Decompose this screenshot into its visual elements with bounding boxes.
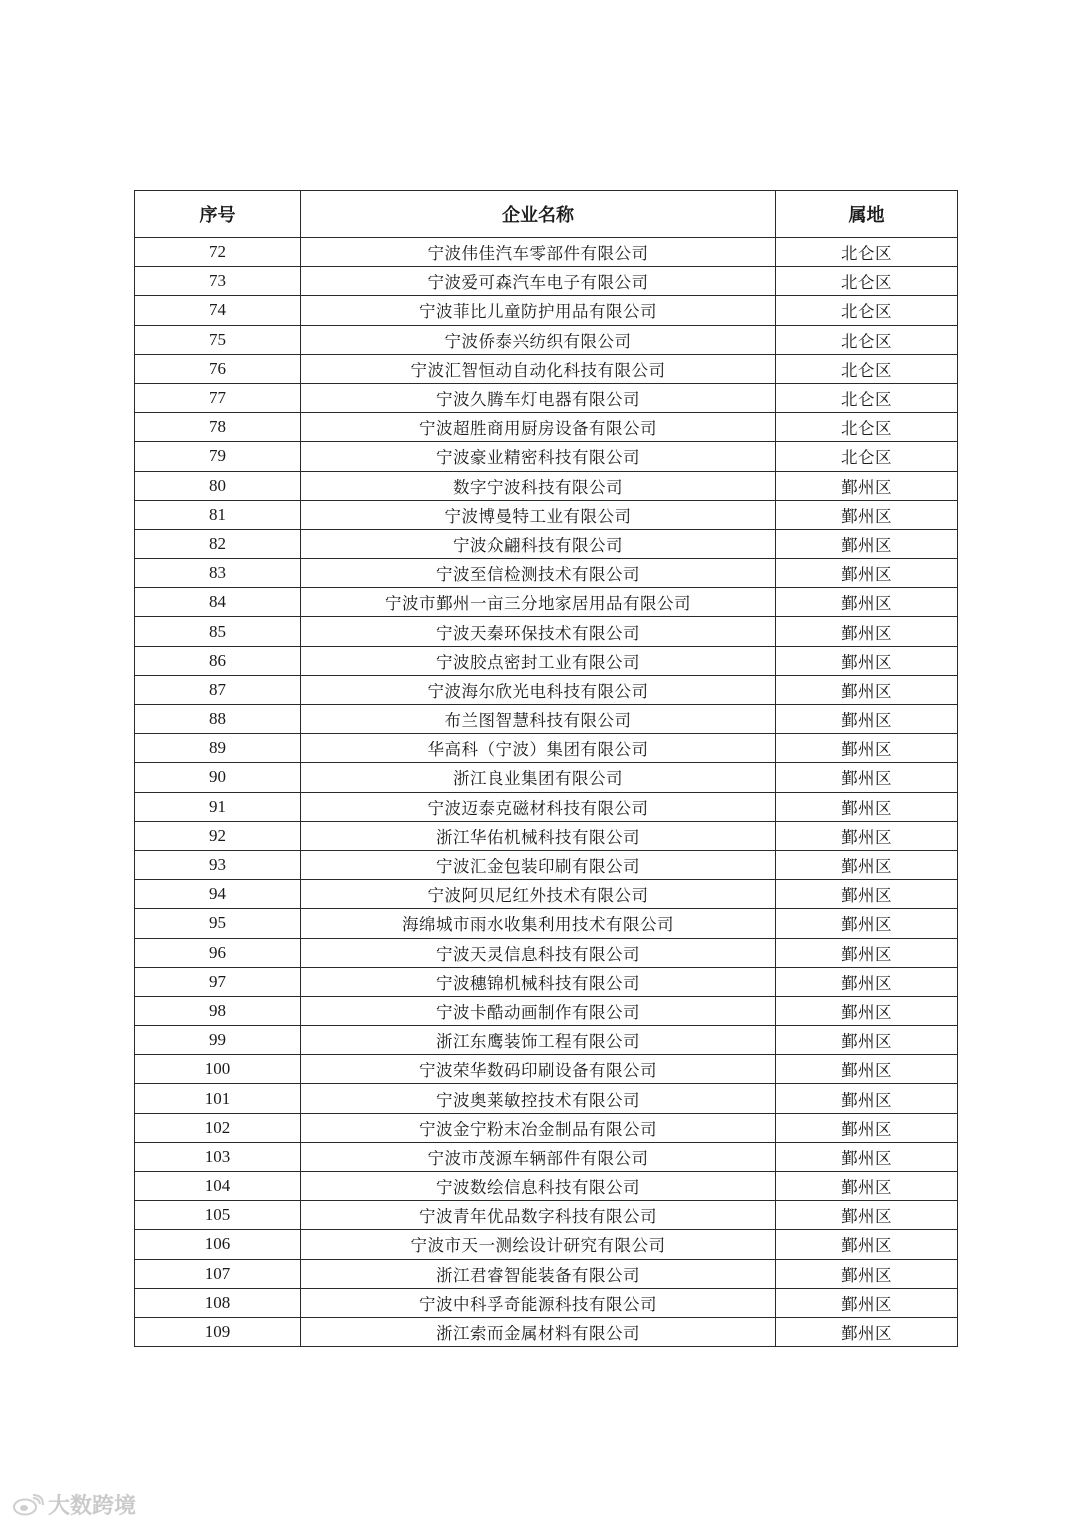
district-cell: 鄞州区 [776, 675, 958, 704]
table-row [135, 267, 958, 296]
company-name-cell: 宁波穗锦机械科技有限公司 [301, 967, 776, 996]
district-cell: 鄞州区 [776, 821, 958, 850]
row-index-cell: 100 [135, 1055, 301, 1084]
row-index-cell: 88 [135, 705, 301, 734]
row-index-cell: 95 [135, 909, 301, 938]
column-header-district: 属地 [776, 191, 958, 238]
district-cell: 鄞州区 [776, 559, 958, 588]
table-row [135, 442, 958, 471]
row-index-cell: 83 [135, 559, 301, 588]
table-row [135, 1201, 958, 1230]
table-row [135, 529, 958, 558]
company-name-cell: 宁波青年优品数字科技有限公司 [301, 1201, 776, 1230]
enterprise-table [134, 190, 958, 1347]
district-cell: 北仑区 [776, 325, 958, 354]
district-cell: 鄞州区 [776, 1288, 958, 1317]
district-cell: 鄞州区 [776, 1317, 958, 1346]
row-index-cell: 86 [135, 646, 301, 675]
row-index-cell: 94 [135, 880, 301, 909]
row-index-cell: 78 [135, 413, 301, 442]
district-cell: 鄞州区 [776, 763, 958, 792]
row-index-cell: 101 [135, 1084, 301, 1113]
company-name-cell: 宁波荣华数码印刷设备有限公司 [301, 1055, 776, 1084]
company-name-cell: 浙江华佑机械科技有限公司 [301, 821, 776, 850]
company-name-cell: 宁波市鄞州一亩三分地家居用品有限公司 [301, 588, 776, 617]
row-index-cell: 105 [135, 1201, 301, 1230]
table-row [135, 1113, 958, 1142]
row-index-cell: 102 [135, 1113, 301, 1142]
column-header-company: 企业名称 [301, 191, 776, 238]
district-cell: 鄞州区 [776, 792, 958, 821]
company-name-cell: 宁波天秦环保技术有限公司 [301, 617, 776, 646]
watermark [12, 1489, 136, 1520]
company-name-cell: 宁波汇金包装印刷有限公司 [301, 850, 776, 879]
table-row [135, 471, 958, 500]
table-row [135, 763, 958, 792]
district-cell: 北仑区 [776, 354, 958, 383]
district-cell: 鄞州区 [776, 1026, 958, 1055]
company-name-cell: 浙江东鹰装饰工程有限公司 [301, 1026, 776, 1055]
company-name-cell: 布兰图智慧科技有限公司 [301, 705, 776, 734]
table-row [135, 1142, 958, 1171]
table-row [135, 1259, 958, 1288]
row-index-cell: 98 [135, 996, 301, 1025]
company-name-cell: 宁波天灵信息科技有限公司 [301, 938, 776, 967]
company-name-cell: 数字宁波科技有限公司 [301, 471, 776, 500]
company-name-cell: 宁波汇智恒动自动化科技有限公司 [301, 354, 776, 383]
table-row [135, 675, 958, 704]
table-row [135, 821, 958, 850]
district-cell: 北仑区 [776, 413, 958, 442]
row-index-cell: 96 [135, 938, 301, 967]
table-row [135, 705, 958, 734]
table-row [135, 1172, 958, 1201]
district-cell: 鄞州区 [776, 850, 958, 879]
district-cell: 鄞州区 [776, 1172, 958, 1201]
table-row [135, 617, 958, 646]
row-index-cell: 91 [135, 792, 301, 821]
company-name-cell: 宁波胶点密封工业有限公司 [301, 646, 776, 675]
district-cell: 鄞州区 [776, 880, 958, 909]
district-cell: 鄞州区 [776, 1201, 958, 1230]
row-index-cell: 87 [135, 675, 301, 704]
district-cell: 鄞州区 [776, 996, 958, 1025]
company-name-cell: 宁波伟佳汽车零部件有限公司 [301, 238, 776, 267]
table-row [135, 383, 958, 412]
table-row [135, 938, 958, 967]
district-cell: 鄞州区 [776, 1142, 958, 1171]
row-index-cell: 79 [135, 442, 301, 471]
row-index-cell: 93 [135, 850, 301, 879]
table-row [135, 880, 958, 909]
district-cell: 鄞州区 [776, 1230, 958, 1259]
table-row [135, 500, 958, 529]
district-cell: 鄞州区 [776, 909, 958, 938]
table-row [135, 1026, 958, 1055]
company-name-cell: 宁波海尔欣光电科技有限公司 [301, 675, 776, 704]
district-cell: 鄞州区 [776, 938, 958, 967]
table-row [135, 1084, 958, 1113]
company-name-cell: 宁波博曼特工业有限公司 [301, 500, 776, 529]
table-header-row [135, 191, 958, 238]
table-row [135, 1230, 958, 1259]
district-cell: 鄞州区 [776, 529, 958, 558]
company-name-cell: 宁波卡酷动画制作有限公司 [301, 996, 776, 1025]
row-index-cell: 103 [135, 1142, 301, 1171]
company-name-cell: 浙江良业集团有限公司 [301, 763, 776, 792]
table-row [135, 850, 958, 879]
district-cell: 鄞州区 [776, 967, 958, 996]
company-name-cell: 宁波超胜商用厨房设备有限公司 [301, 413, 776, 442]
table-row [135, 996, 958, 1025]
district-cell: 鄞州区 [776, 705, 958, 734]
table-row [135, 646, 958, 675]
company-name-cell: 宁波阿贝尼红外技术有限公司 [301, 880, 776, 909]
row-index-cell: 82 [135, 529, 301, 558]
table-row [135, 325, 958, 354]
district-cell: 北仑区 [776, 238, 958, 267]
company-name-cell: 宁波市天一测绘设计研究有限公司 [301, 1230, 776, 1259]
row-index-cell: 72 [135, 238, 301, 267]
row-index-cell: 109 [135, 1317, 301, 1346]
row-index-cell: 85 [135, 617, 301, 646]
table-row [135, 1288, 958, 1317]
district-cell: 北仑区 [776, 442, 958, 471]
table-row [135, 354, 958, 383]
table-row [135, 559, 958, 588]
table-row [135, 734, 958, 763]
table-row [135, 1317, 958, 1346]
row-index-cell: 108 [135, 1288, 301, 1317]
company-name-cell: 宁波金宁粉末冶金制品有限公司 [301, 1113, 776, 1142]
table-row [135, 909, 958, 938]
company-name-cell: 宁波中科孚奇能源科技有限公司 [301, 1288, 776, 1317]
company-name-cell: 浙江君睿智能装备有限公司 [301, 1259, 776, 1288]
row-index-cell: 97 [135, 967, 301, 996]
district-cell: 北仑区 [776, 296, 958, 325]
row-index-cell: 81 [135, 500, 301, 529]
company-name-cell: 宁波至信检测技术有限公司 [301, 559, 776, 588]
row-index-cell: 104 [135, 1172, 301, 1201]
row-index-cell: 74 [135, 296, 301, 325]
table-row [135, 967, 958, 996]
district-cell: 鄞州区 [776, 646, 958, 675]
district-cell: 鄞州区 [776, 1113, 958, 1142]
row-index-cell: 107 [135, 1259, 301, 1288]
row-index-cell: 77 [135, 383, 301, 412]
row-index-cell: 92 [135, 821, 301, 850]
company-name-cell: 浙江索而金属材料有限公司 [301, 1317, 776, 1346]
row-index-cell: 80 [135, 471, 301, 500]
company-name-cell: 宁波众翩科技有限公司 [301, 529, 776, 558]
district-cell: 北仑区 [776, 267, 958, 296]
row-index-cell: 89 [135, 734, 301, 763]
company-name-cell: 宁波菲比儿童防护用品有限公司 [301, 296, 776, 325]
row-index-cell: 73 [135, 267, 301, 296]
table-row [135, 238, 958, 267]
table-row [135, 1055, 958, 1084]
row-index-cell: 106 [135, 1230, 301, 1259]
company-name-cell: 宁波豪业精密科技有限公司 [301, 442, 776, 471]
row-index-cell: 99 [135, 1026, 301, 1055]
district-cell: 北仑区 [776, 383, 958, 412]
district-cell: 鄞州区 [776, 617, 958, 646]
weibo-logo-icon [12, 1494, 44, 1516]
district-cell: 鄞州区 [776, 1084, 958, 1113]
table-row [135, 413, 958, 442]
district-cell: 鄞州区 [776, 588, 958, 617]
company-name-cell: 宁波市茂源车辆部件有限公司 [301, 1142, 776, 1171]
company-name-cell: 宁波迈泰克磁材科技有限公司 [301, 792, 776, 821]
enterprise-table-container [134, 190, 957, 1347]
district-cell: 鄞州区 [776, 500, 958, 529]
district-cell: 鄞州区 [776, 471, 958, 500]
company-name-cell: 宁波久腾车灯电器有限公司 [301, 383, 776, 412]
table-row [135, 588, 958, 617]
company-name-cell: 宁波奥莱敏控技术有限公司 [301, 1084, 776, 1113]
watermark-text: 大数跨境 [48, 1494, 137, 1519]
company-name-cell: 宁波数绘信息科技有限公司 [301, 1172, 776, 1201]
company-name-cell: 宁波爱可森汽车电子有限公司 [301, 267, 776, 296]
district-cell: 鄞州区 [776, 1259, 958, 1288]
company-name-cell: 宁波侨泰兴纺织有限公司 [301, 325, 776, 354]
company-name-cell: 华高科（宁波）集团有限公司 [301, 734, 776, 763]
district-cell: 鄞州区 [776, 734, 958, 763]
row-index-cell: 76 [135, 354, 301, 383]
column-header-index: 序号 [135, 191, 301, 238]
table-row [135, 296, 958, 325]
table-row [135, 792, 958, 821]
row-index-cell: 84 [135, 588, 301, 617]
row-index-cell: 90 [135, 763, 301, 792]
company-name-cell: 海绵城市雨水收集利用技术有限公司 [301, 909, 776, 938]
district-cell: 鄞州区 [776, 1055, 958, 1084]
table-body [135, 238, 958, 1347]
row-index-cell: 75 [135, 325, 301, 354]
